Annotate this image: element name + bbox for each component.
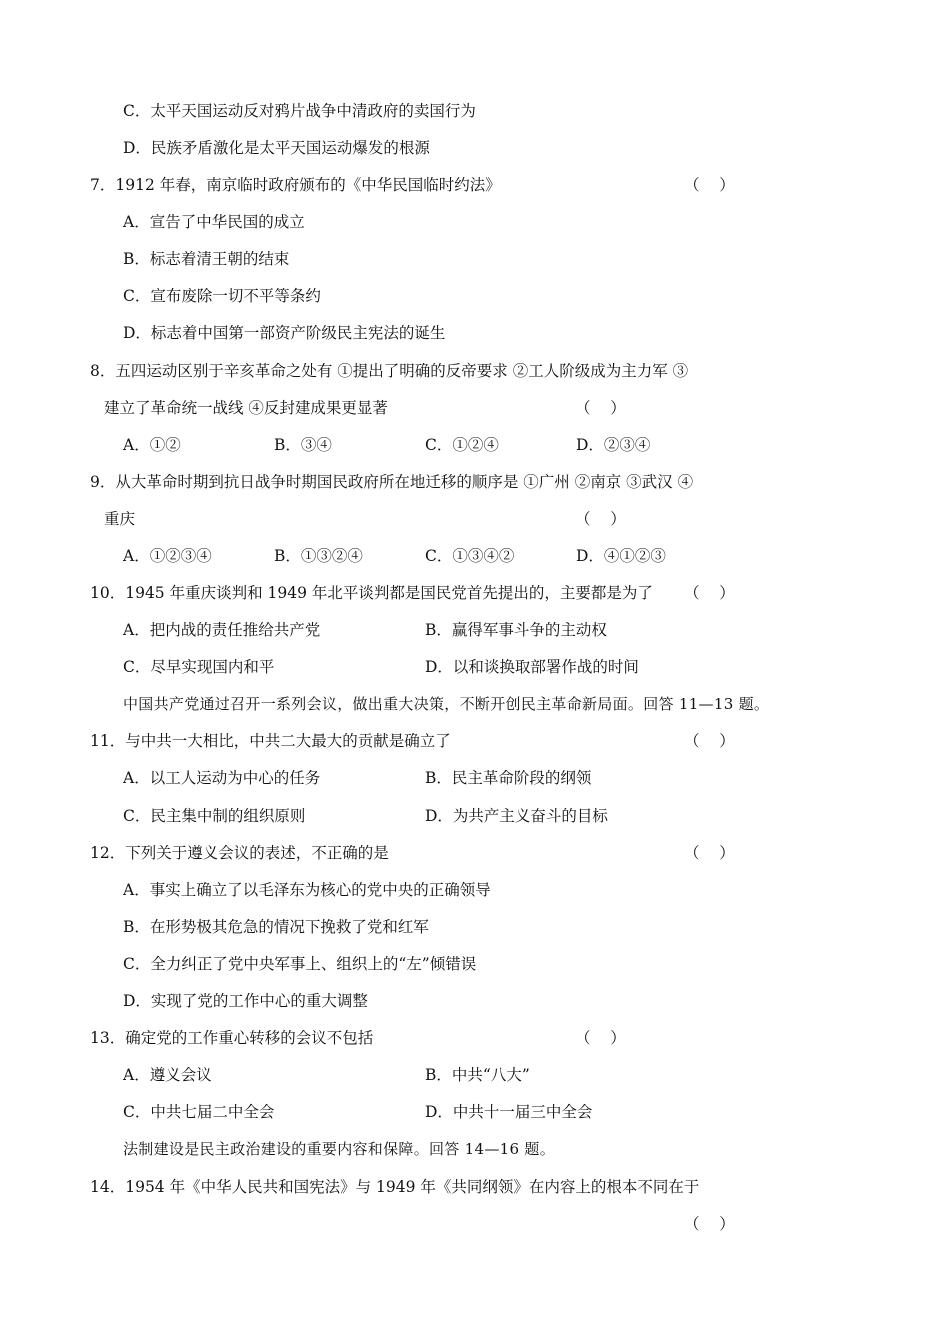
q8-stem-line2: 建立了革命统一战线 ④反封建成果更显著 <box>104 399 388 417</box>
q8-option-a: A．①② <box>123 436 181 454</box>
q9-answer-blank: （ ） <box>575 510 626 528</box>
q7-option-a: A．宣告了中华民国的成立 <box>123 213 305 231</box>
q13-option-b: B．中共“八大” <box>425 1066 530 1084</box>
q10-stem: 10．1945 年重庆谈判和 1949 年北平谈判都是国民党首先提出的，主要都是为了 <box>90 584 653 602</box>
q12-option-d: D．实现了党的工作中心的重大调整 <box>123 992 368 1010</box>
q7-option-d: D．标志着中国第一部资产阶级民主宪法的诞生 <box>123 324 446 342</box>
q13-stem: 13．确定党的工作重心转移的会议不包括 <box>90 1029 374 1047</box>
q13-option-d: D．中共十一届三中全会 <box>425 1103 593 1121</box>
q10-option-d: D．以和谈换取部署作战的时间 <box>425 658 639 676</box>
q13-option-a: A．遵义会议 <box>123 1066 212 1084</box>
q8-answer-blank: （ ） <box>575 399 626 417</box>
q9-option-a: A．①②③④ <box>123 547 212 565</box>
q8-stem-line1: 8．五四运动区别于辛亥革命之处有 ①提出了明确的反帝要求 ②工人阶级成为主力军 ③ <box>90 362 689 380</box>
q12-option-b: B．在形势极其危急的情况下挽救了党和红军 <box>123 918 429 936</box>
q6-option-c: C．太平天国运动反对鸦片战争中清政府的卖国行为 <box>123 102 476 120</box>
q11-option-d: D．为共产主义奋斗的目标 <box>425 807 608 825</box>
q10-option-a: A．把内战的责任推给共产党 <box>123 621 321 639</box>
q11-option-b: B．民主革命阶段的纲领 <box>425 769 592 787</box>
q11-option-a: A．以工人运动为中心的任务 <box>123 769 321 787</box>
q9-stem-line1: 9．从大革命时期到抗日战争时期国民政府所在地迁移的顺序是 ①广州 ②南京 ③武汉 ④ <box>90 473 694 491</box>
q14-stem: 14．1954 年《中华人民共和国宪法》与 1949 年《共同纲领》在内容上的根本不同在于 <box>90 1178 700 1196</box>
q8-option-d: D．②③④ <box>576 436 651 454</box>
section-intro-14-16: 法制建设是民主政治建设的重要内容和保障。回答 14—16 题。 <box>123 1140 556 1158</box>
q9-option-c: C．①③④② <box>425 547 515 565</box>
q10-option-c: C．尽早实现国内和平 <box>123 658 275 676</box>
q10-option-b: B．赢得军事斗争的主动权 <box>425 621 607 639</box>
q7-option-c: C．宣布废除一切不平等条约 <box>123 287 321 305</box>
q8-option-c: C．①②④ <box>425 436 499 454</box>
q12-option-c: C．全力纠正了党中央军事上、组织上的“左”倾错误 <box>123 955 477 973</box>
q11-option-c: C．民主集中制的组织原则 <box>123 807 306 825</box>
q7-stem: 7．1912 年春，南京临时政府颁布的《中华民国临时约法》 <box>90 176 501 194</box>
section-intro-11-13: 中国共产党通过召开一系列会议，做出重大决策，不断开创民主革命新局面。回答 11—13 题。 <box>123 695 770 713</box>
q12-answer-blank: （ ） <box>684 844 735 862</box>
q7-option-b: B．标志着清王朝的结束 <box>123 250 290 268</box>
q8-option-b: B．③④ <box>274 436 332 454</box>
q9-option-b: B．①③②④ <box>274 547 363 565</box>
q10-answer-blank: （ ） <box>684 584 735 602</box>
q11-answer-blank: （ ） <box>684 732 735 750</box>
q12-option-a: A．事实上确立了以毛泽东为核心的党中央的正确领导 <box>123 881 491 899</box>
q14-answer-blank: （ ） <box>684 1215 735 1233</box>
q9-option-d: D．④①②③ <box>576 547 666 565</box>
q9-stem-line2: 重庆 <box>104 510 136 528</box>
q7-answer-blank: （ ） <box>684 176 735 194</box>
q13-answer-blank: （ ） <box>575 1029 626 1047</box>
q11-stem: 11．与中共一大相比，中共二大最大的贡献是确立了 <box>90 732 451 750</box>
q12-stem: 12．下列关于遵义会议的表述，不正确的是 <box>90 844 389 862</box>
q6-option-d: D．民族矛盾激化是太平天国运动爆发的根源 <box>123 139 430 157</box>
q13-option-c: C．中共七届二中全会 <box>123 1103 275 1121</box>
